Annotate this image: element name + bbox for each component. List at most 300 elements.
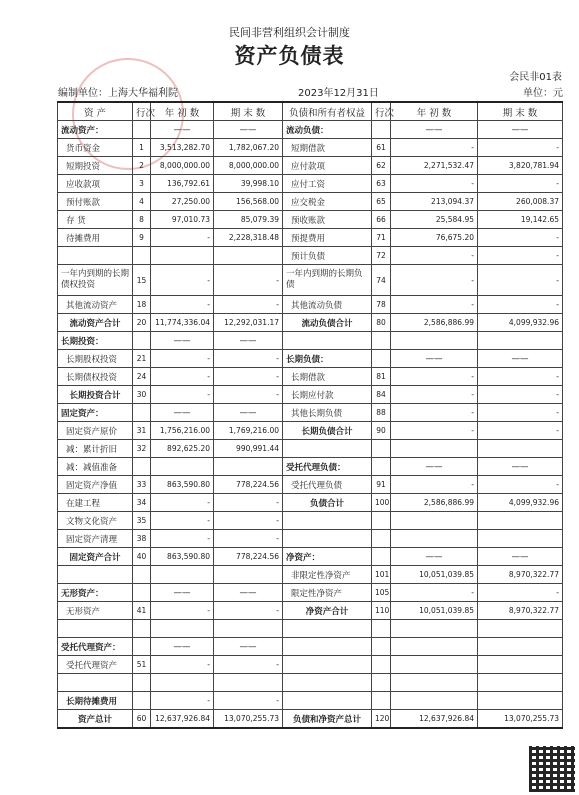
- table-row: [58, 440, 563, 458]
- table-row: [58, 710, 563, 729]
- asset-end-value: -: [214, 296, 283, 314]
- table-row: [58, 193, 563, 211]
- asset-end-value: ——: [214, 584, 283, 602]
- asset-begin-value: -: [151, 656, 214, 674]
- liability-item-name: 应交税金: [283, 193, 372, 211]
- liability-line-no: 72: [372, 247, 391, 265]
- liability-item-name: 短期借款: [283, 139, 372, 157]
- liability-end-value: -: [478, 368, 563, 386]
- asset-begin-value: 8,000,000.00: [151, 157, 214, 175]
- asset-item-name: 受托代理资产: [58, 656, 133, 674]
- liability-line-no: [372, 548, 391, 566]
- liability-line-no: [372, 530, 391, 548]
- liability-item-name: 净资产：: [283, 548, 372, 566]
- asset-item-name: 资产总计: [58, 710, 133, 729]
- asset-line-no: 3: [133, 175, 151, 193]
- liability-end-value: 13,070,255.73: [478, 710, 563, 729]
- asset-item-name: 其他流动资产: [58, 296, 133, 314]
- liability-item-name: 负债和净资产总计: [283, 710, 372, 729]
- liability-end-value: 8,970,322.77: [478, 566, 563, 584]
- asset-end-value: 1,782,067.20: [214, 139, 283, 157]
- asset-begin-value: 863,590.80: [151, 548, 214, 566]
- asset-item-name: 长期股权投资: [58, 350, 133, 368]
- accounting-standard-subtitle: 民间非营利组织会计制度: [229, 26, 350, 39]
- asset-begin-value: 12,637,926.84: [151, 710, 214, 729]
- asset-begin-value: 97,010.73: [151, 211, 214, 229]
- liability-end-value: -: [478, 404, 563, 422]
- liability-item-name: 长期负债：: [283, 350, 372, 368]
- table-row: [58, 638, 563, 656]
- asset-item-name: [58, 247, 133, 265]
- liability-line-no: [372, 674, 391, 692]
- col-header-begin: 年 初 数: [151, 102, 214, 121]
- asset-item-name: 待摊费用: [58, 229, 133, 247]
- asset-item-name: 长期投资合计: [58, 386, 133, 404]
- liability-begin-value: -: [391, 368, 478, 386]
- liability-begin-value: ——: [391, 548, 478, 566]
- asset-item-name: 固定资产：: [58, 404, 133, 422]
- table-row: [58, 530, 563, 548]
- table-row: [58, 494, 563, 512]
- liability-line-no: 62: [372, 157, 391, 175]
- liability-begin-value: [391, 692, 478, 710]
- asset-item-name: 固定资产净值: [58, 476, 133, 494]
- asset-begin-value: ——: [151, 584, 214, 602]
- liability-item-name: 应付工资: [283, 175, 372, 193]
- asset-line-no: [133, 404, 151, 422]
- asset-end-value: -: [214, 530, 283, 548]
- asset-line-no: 34: [133, 494, 151, 512]
- liability-item-name: 受托代理负债: [283, 476, 372, 494]
- asset-end-value: 990,991.44: [214, 440, 283, 458]
- table-row: [58, 548, 563, 566]
- asset-end-value: 778,224.56: [214, 476, 283, 494]
- table-row: [58, 458, 563, 476]
- table-row: [58, 620, 563, 638]
- asset-begin-value: -: [151, 296, 214, 314]
- liability-line-no: 110: [372, 602, 391, 620]
- asset-line-no: 4: [133, 193, 151, 211]
- asset-end-value: -: [214, 350, 283, 368]
- asset-begin-value: -: [151, 512, 214, 530]
- liability-begin-value: 2,271,532.47: [391, 157, 478, 175]
- asset-line-no: [133, 332, 151, 350]
- asset-begin-value: [151, 620, 214, 638]
- asset-end-value: 13,070,255.73: [214, 710, 283, 729]
- table-header-row: [58, 102, 563, 121]
- asset-begin-value: -: [151, 530, 214, 548]
- liability-item-name: 长期负债合计: [283, 422, 372, 440]
- asset-begin-value: ——: [151, 121, 214, 139]
- asset-end-value: -: [214, 656, 283, 674]
- asset-end-value: [214, 458, 283, 476]
- liability-item-name: [283, 530, 372, 548]
- asset-line-no: 2: [133, 157, 151, 175]
- asset-begin-value: ——: [151, 638, 214, 656]
- liability-begin-value: 213,094.37: [391, 193, 478, 211]
- liability-end-value: [478, 656, 563, 674]
- asset-begin-value: -: [151, 350, 214, 368]
- asset-line-no: 51: [133, 656, 151, 674]
- asset-begin-value: [151, 247, 214, 265]
- asset-item-name: 流动资产合计: [58, 314, 133, 332]
- asset-begin-value: 11,774,336.04: [151, 314, 214, 332]
- liability-end-value: ——: [478, 548, 563, 566]
- asset-end-value: 156,568.00: [214, 193, 283, 211]
- asset-begin-value: 1,756,216.00: [151, 422, 214, 440]
- liability-item-name: [283, 638, 372, 656]
- asset-line-no: [133, 620, 151, 638]
- asset-line-no: 1: [133, 139, 151, 157]
- asset-begin-value: -: [151, 265, 214, 296]
- liability-begin-value: 76,675.20: [391, 229, 478, 247]
- liability-item-name: [283, 440, 372, 458]
- asset-line-no: [133, 674, 151, 692]
- asset-item-name: 长期待摊费用: [58, 692, 133, 710]
- form-code: 会民非01表: [509, 72, 562, 83]
- asset-begin-value: [151, 674, 214, 692]
- table-row: [58, 692, 563, 710]
- liability-line-no: 74: [372, 265, 391, 296]
- liability-begin-value: -: [391, 296, 478, 314]
- liability-end-value: -: [478, 229, 563, 247]
- liability-line-no: [372, 121, 391, 139]
- liability-line-no: 88: [372, 404, 391, 422]
- liability-item-name: 限定性净资产: [283, 584, 372, 602]
- asset-item-name: 长期债权投资: [58, 368, 133, 386]
- asset-item-name: 存 货: [58, 211, 133, 229]
- asset-item-name: [58, 620, 133, 638]
- liability-line-no: 105: [372, 584, 391, 602]
- asset-item-name: 减：减值准备: [58, 458, 133, 476]
- liability-end-value: -: [478, 139, 563, 157]
- liability-line-no: 100: [372, 494, 391, 512]
- liability-begin-value: [391, 332, 478, 350]
- liability-item-name: [283, 620, 372, 638]
- asset-item-name: 无形资产：: [58, 584, 133, 602]
- asset-line-no: 15: [133, 265, 151, 296]
- asset-begin-value: 136,792.61: [151, 175, 214, 193]
- asset-end-value: 12,292,031.17: [214, 314, 283, 332]
- col-header-line-no-2: 行次: [372, 102, 391, 121]
- col-header-assets: 资 产: [58, 102, 133, 121]
- liability-item-name: [283, 332, 372, 350]
- table-row: [58, 332, 563, 350]
- asset-end-value: [214, 566, 283, 584]
- asset-item-name: 减：累计折旧: [58, 440, 133, 458]
- liability-item-name: 长期应付款: [283, 386, 372, 404]
- liability-end-value: -: [478, 584, 563, 602]
- table-row: [58, 584, 563, 602]
- liability-line-no: 71: [372, 229, 391, 247]
- liability-end-value: 3,820,781.94: [478, 157, 563, 175]
- asset-item-name: 受托代理资产：: [58, 638, 133, 656]
- liability-line-no: [372, 512, 391, 530]
- asset-item-name: 长期投资：: [58, 332, 133, 350]
- asset-end-value: -: [214, 368, 283, 386]
- asset-item-name: [58, 566, 133, 584]
- table-row: [58, 265, 563, 296]
- asset-line-no: 30: [133, 386, 151, 404]
- liability-item-name: 其他流动负债: [283, 296, 372, 314]
- liability-begin-value: [391, 440, 478, 458]
- liability-end-value: ——: [478, 121, 563, 139]
- liability-begin-value: -: [391, 265, 478, 296]
- asset-begin-value: [151, 458, 214, 476]
- liability-begin-value: [391, 620, 478, 638]
- table-row: [58, 229, 563, 247]
- liability-item-name: [283, 656, 372, 674]
- asset-end-value: [214, 674, 283, 692]
- liability-end-value: -: [478, 247, 563, 265]
- table-row: [58, 674, 563, 692]
- liability-end-value: -: [478, 175, 563, 193]
- asset-begin-value: ——: [151, 404, 214, 422]
- liability-item-name: 非限定性净资产: [283, 566, 372, 584]
- liability-line-no: [372, 458, 391, 476]
- liability-begin-value: -: [391, 422, 478, 440]
- table-row: [58, 422, 563, 440]
- asset-line-no: [133, 584, 151, 602]
- liability-end-value: -: [478, 296, 563, 314]
- asset-begin-value: 3,513,282.70: [151, 139, 214, 157]
- col-header-end-2: 期 末 数: [478, 102, 563, 121]
- asset-end-value: ——: [214, 404, 283, 422]
- table-row: [58, 566, 563, 584]
- liability-begin-value: -: [391, 139, 478, 157]
- liability-end-value: [478, 332, 563, 350]
- liability-line-no: [372, 638, 391, 656]
- liability-begin-value: 12,637,926.84: [391, 710, 478, 729]
- liability-begin-value: 10,051,039.85: [391, 602, 478, 620]
- asset-line-no: 41: [133, 602, 151, 620]
- liability-line-no: 120: [372, 710, 391, 729]
- asset-end-value: -: [214, 602, 283, 620]
- liability-end-value: 19,142.65: [478, 211, 563, 229]
- asset-item-name: 固定资产合计: [58, 548, 133, 566]
- asset-line-no: [133, 247, 151, 265]
- qr-code-icon: [529, 746, 575, 792]
- liability-begin-value: 2,586,886.99: [391, 494, 478, 512]
- liability-item-name: 流动负债：: [283, 121, 372, 139]
- liability-item-name: 预计负债: [283, 247, 372, 265]
- asset-item-name: 固定资产原价: [58, 422, 133, 440]
- liability-begin-value: -: [391, 386, 478, 404]
- liability-item-name: 一年内到期的长期负债: [283, 265, 372, 296]
- liability-item-name: [283, 512, 372, 530]
- asset-end-value: -: [214, 494, 283, 512]
- col-header-line-no: 行次: [133, 102, 151, 121]
- asset-line-no: 8: [133, 211, 151, 229]
- asset-line-no: 32: [133, 440, 151, 458]
- liability-begin-value: -: [391, 175, 478, 193]
- liability-line-no: [372, 692, 391, 710]
- liability-begin-value: 2,586,886.99: [391, 314, 478, 332]
- liability-line-no: [372, 656, 391, 674]
- asset-begin-value: -: [151, 368, 214, 386]
- asset-begin-value: -: [151, 692, 214, 710]
- liability-line-no: 80: [372, 314, 391, 332]
- liability-begin-value: -: [391, 584, 478, 602]
- page-title: 资产负债表: [234, 44, 345, 68]
- asset-end-value: [214, 247, 283, 265]
- liability-end-value: 4,099,932.96: [478, 314, 563, 332]
- liability-begin-value: [391, 512, 478, 530]
- asset-line-no: 21: [133, 350, 151, 368]
- liability-item-name: 其他长期负债: [283, 404, 372, 422]
- liability-line-no: [372, 440, 391, 458]
- liability-end-value: 8,970,322.77: [478, 602, 563, 620]
- liability-line-no: 90: [372, 422, 391, 440]
- liability-item-name: 受托代理负债：: [283, 458, 372, 476]
- asset-line-no: 38: [133, 530, 151, 548]
- liability-item-name: 净资产合计: [283, 602, 372, 620]
- liability-item-name: 预收账款: [283, 211, 372, 229]
- asset-end-value: 8,000,000.00: [214, 157, 283, 175]
- asset-end-value: -: [214, 265, 283, 296]
- table-row: [58, 476, 563, 494]
- table-row: [58, 211, 563, 229]
- liability-line-no: 61: [372, 139, 391, 157]
- liability-end-value: [478, 530, 563, 548]
- liability-begin-value: [391, 656, 478, 674]
- table-row: [58, 350, 563, 368]
- asset-line-no: [133, 692, 151, 710]
- currency-unit: 单位：元: [523, 88, 563, 99]
- table-row: [58, 296, 563, 314]
- liability-item-name: 应付款项: [283, 157, 372, 175]
- asset-end-value: ——: [214, 638, 283, 656]
- asset-item-name: 货币资金: [58, 139, 133, 157]
- liability-line-no: 84: [372, 386, 391, 404]
- asset-end-value: -: [214, 512, 283, 530]
- report-meta-row: [58, 84, 563, 98]
- asset-begin-value: ——: [151, 332, 214, 350]
- asset-item-name: 预付账款: [58, 193, 133, 211]
- asset-item-name: 一年内到期的长期债权投资: [58, 265, 133, 296]
- liability-line-no: [372, 620, 391, 638]
- asset-begin-value: -: [151, 602, 214, 620]
- asset-end-value: ——: [214, 332, 283, 350]
- liability-end-value: -: [478, 386, 563, 404]
- asset-line-no: [133, 458, 151, 476]
- asset-line-no: 24: [133, 368, 151, 386]
- liability-line-no: 78: [372, 296, 391, 314]
- liability-item-name: [283, 692, 372, 710]
- asset-begin-value: -: [151, 386, 214, 404]
- liability-line-no: [372, 332, 391, 350]
- asset-end-value: -: [214, 386, 283, 404]
- liability-end-value: -: [478, 422, 563, 440]
- liability-line-no: 65: [372, 193, 391, 211]
- table-row: [58, 247, 563, 265]
- asset-line-no: 18: [133, 296, 151, 314]
- asset-item-name: 固定资产清理: [58, 530, 133, 548]
- asset-item-name: [58, 674, 133, 692]
- liability-begin-value: [391, 638, 478, 656]
- table-row: [58, 602, 563, 620]
- asset-item-name: 文物文化资产: [58, 512, 133, 530]
- table-row: [58, 121, 563, 139]
- asset-line-no: [133, 566, 151, 584]
- liability-begin-value: ——: [391, 121, 478, 139]
- liability-begin-value: [391, 674, 478, 692]
- liability-begin-value: -: [391, 404, 478, 422]
- asset-end-value: 778,224.56: [214, 548, 283, 566]
- asset-begin-value: -: [151, 229, 214, 247]
- liability-end-value: [478, 638, 563, 656]
- asset-begin-value: 27,250.00: [151, 193, 214, 211]
- liability-end-value: [478, 674, 563, 692]
- liability-line-no: 101: [372, 566, 391, 584]
- liability-item-name: 长期借款: [283, 368, 372, 386]
- asset-begin-value: 892,625.20: [151, 440, 214, 458]
- asset-line-no: 33: [133, 476, 151, 494]
- asset-begin-value: [151, 566, 214, 584]
- asset-end-value: ——: [214, 121, 283, 139]
- liability-end-value: [478, 692, 563, 710]
- asset-end-value: 85,079.39: [214, 211, 283, 229]
- liability-begin-value: ——: [391, 350, 478, 368]
- asset-item-name: 应收款项: [58, 175, 133, 193]
- liability-end-value: [478, 512, 563, 530]
- asset-line-no: 35: [133, 512, 151, 530]
- table-row: [58, 139, 563, 157]
- table-row: [58, 404, 563, 422]
- asset-line-no: [133, 121, 151, 139]
- asset-begin-value: -: [151, 494, 214, 512]
- table-row: [58, 175, 563, 193]
- liability-end-value: -: [478, 265, 563, 296]
- asset-end-value: 2,228,318.48: [214, 229, 283, 247]
- liability-line-no: 81: [372, 368, 391, 386]
- table-row: [58, 157, 563, 175]
- liability-end-value: 260,008.37: [478, 193, 563, 211]
- asset-line-no: 40: [133, 548, 151, 566]
- table-row: [58, 656, 563, 674]
- asset-line-no: [133, 638, 151, 656]
- table-row: [58, 386, 563, 404]
- liability-begin-value: -: [391, 247, 478, 265]
- asset-line-no: 20: [133, 314, 151, 332]
- liability-end-value: [478, 440, 563, 458]
- liability-begin-value: 10,051,039.85: [391, 566, 478, 584]
- liability-line-no: [372, 350, 391, 368]
- balance-sheet-table: [57, 101, 563, 729]
- asset-item-name: 无形资产: [58, 602, 133, 620]
- asset-end-value: -: [214, 692, 283, 710]
- liability-end-value: [478, 620, 563, 638]
- asset-line-no: 9: [133, 229, 151, 247]
- asset-end-value: [214, 620, 283, 638]
- table-row: [58, 512, 563, 530]
- col-header-end: 期 末 数: [214, 102, 283, 121]
- liability-item-name: 负债合计: [283, 494, 372, 512]
- liability-end-value: 4,099,932.96: [478, 494, 563, 512]
- liability-line-no: 66: [372, 211, 391, 229]
- liability-end-value: ——: [478, 458, 563, 476]
- table-row: [58, 314, 563, 332]
- liability-line-no: 63: [372, 175, 391, 193]
- liability-begin-value: 25,584.95: [391, 211, 478, 229]
- col-header-liabilities: 负债和所有者权益: [283, 102, 372, 121]
- asset-end-value: 39,998.10: [214, 175, 283, 193]
- liability-item-name: 流动负债合计: [283, 314, 372, 332]
- reporting-entity: 编制单位：上海大华福利院: [58, 88, 178, 99]
- liability-end-value: -: [478, 476, 563, 494]
- liability-end-value: ——: [478, 350, 563, 368]
- liability-begin-value: [391, 530, 478, 548]
